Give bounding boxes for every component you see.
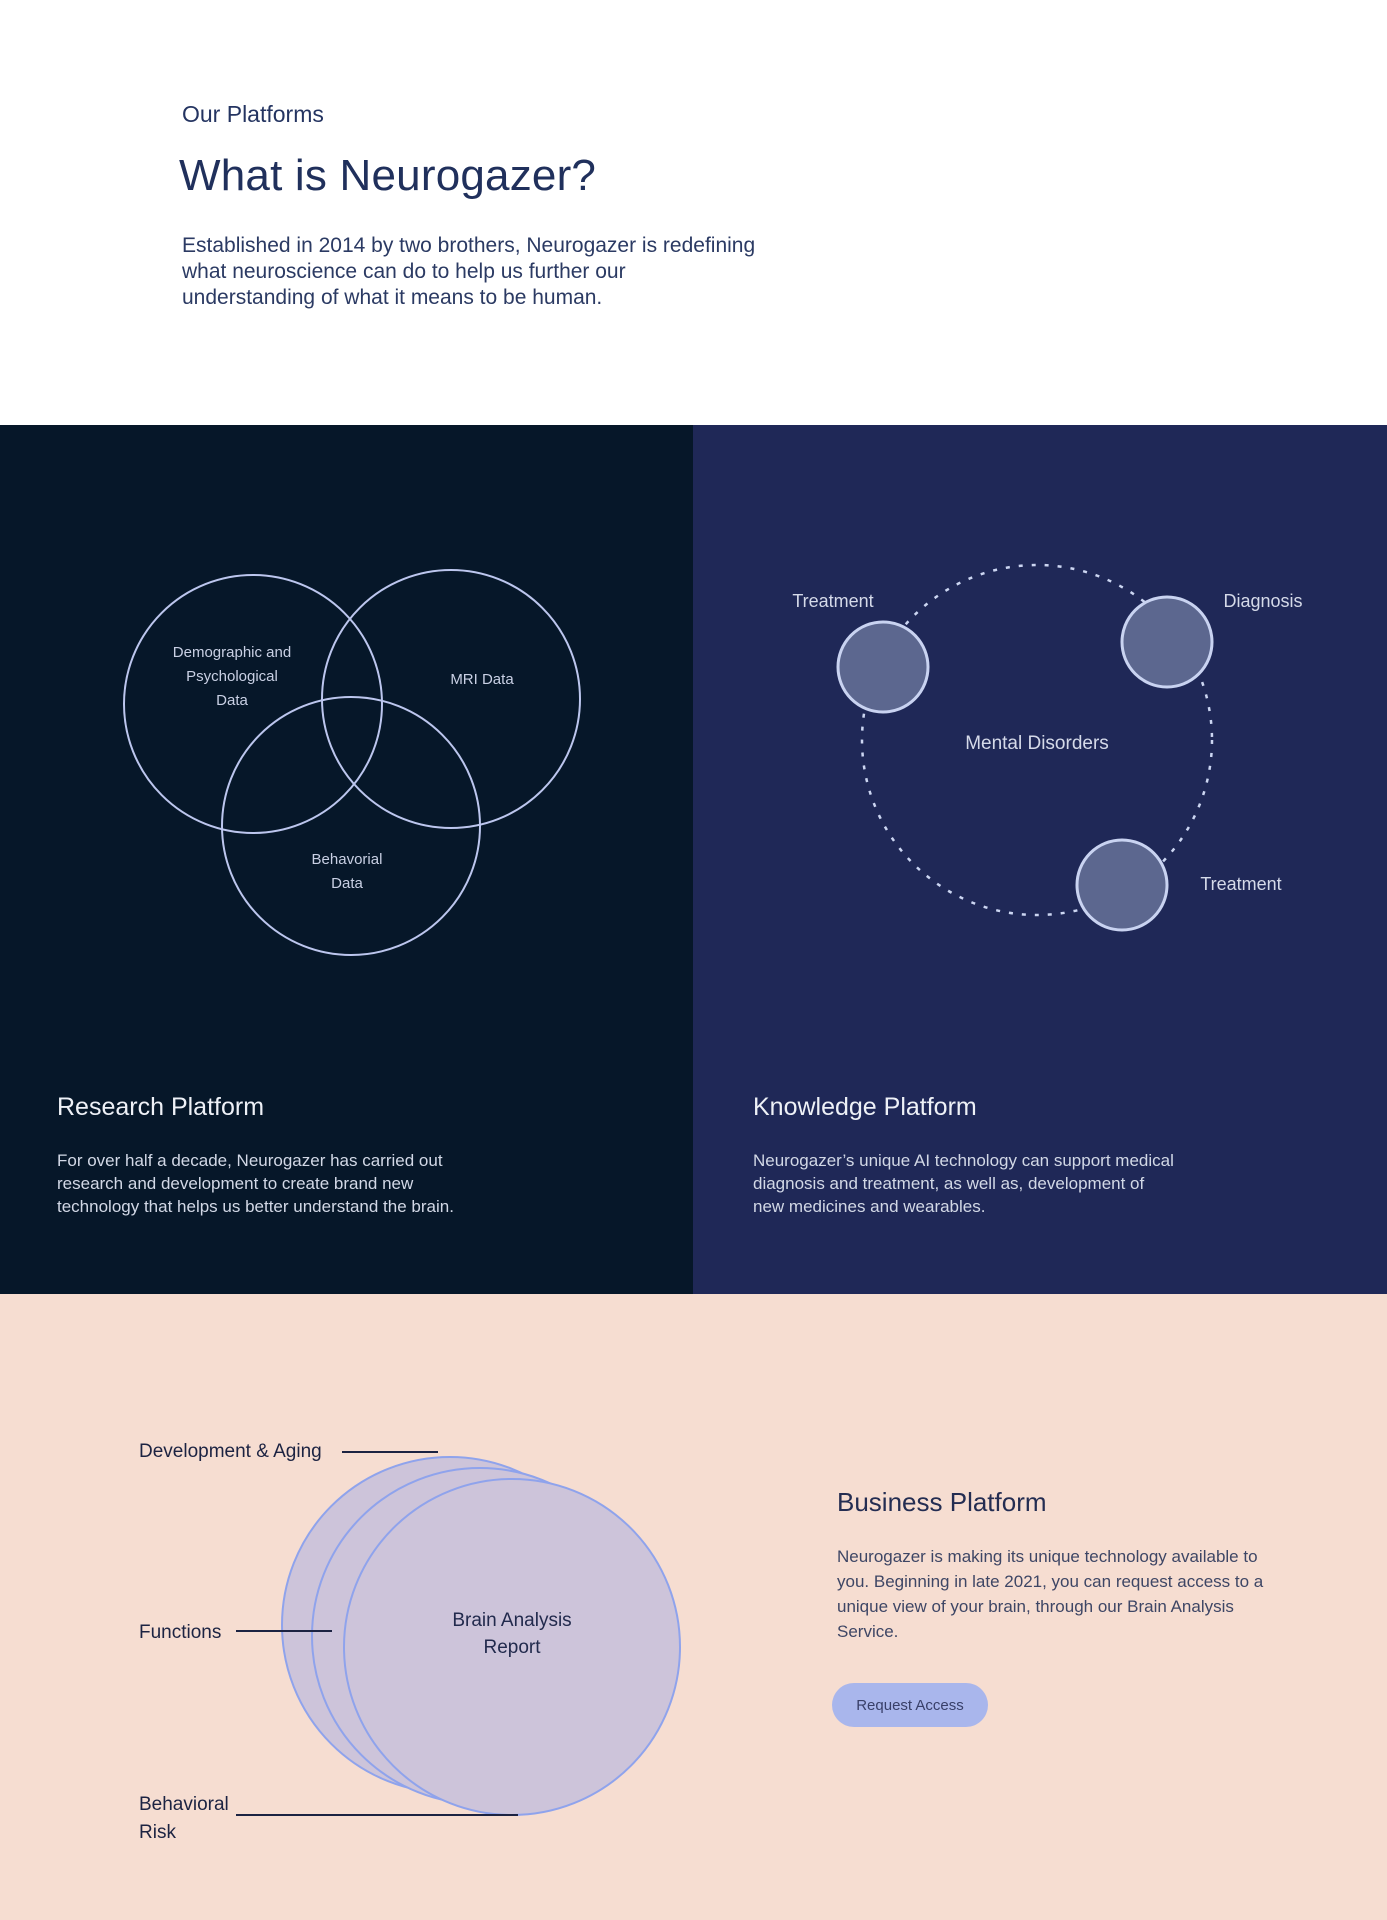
business-description-line: unique view of your brain, through our Brain Analysis [837, 1597, 1234, 1616]
label-behavioral-risk [139, 1793, 339, 1845]
connector-line-functions [236, 1630, 332, 1632]
business-description-line: Service. [837, 1622, 899, 1641]
knowledge-description-line: Neurogazer’s unique AI technology can support medical [753, 1151, 1174, 1170]
research-description-line: For over half a decade, Neurogazer has carried out [57, 1151, 443, 1170]
research-platform-panel [0, 425, 694, 1294]
venn-label-behavioral [267, 848, 427, 896]
venn-label-line: Demographic and [172, 644, 292, 661]
business-description-line: you. Beginning in late 2021, you can request access to a [837, 1572, 1264, 1591]
venn-circle-mri [322, 570, 580, 828]
research-description [57, 1149, 617, 1218]
venn-circle-behavioral [222, 697, 480, 955]
behavioral-risk-line: Behavioral [139, 1794, 229, 1815]
section-eyebrow: Our Platforms [182, 101, 324, 127]
label-development-aging: Development & Aging [139, 1441, 322, 1462]
label-functions: Functions [139, 1622, 222, 1643]
intro-description-line: what neuroscience can do to help us further our [182, 260, 626, 283]
venn-label-demographic [122, 641, 342, 713]
venn-label-mri: MRI Data [450, 671, 514, 688]
connector-line-behavioral-risk [236, 1814, 518, 1816]
knowledge-description-line: new medicines and wearables. [753, 1197, 986, 1216]
intro-section [0, 0, 1387, 425]
business-heading: Business Platform [837, 1487, 1047, 1517]
cycle-label-treatment-bottom: Treatment [1200, 874, 1282, 894]
brain-report-line: Brain Analysis [452, 1610, 572, 1631]
node-treatment-top [838, 622, 928, 712]
label-brain-analysis-report [412, 1607, 612, 1661]
cycle-label-mental-disorders: Mental Disorders [965, 733, 1109, 754]
venn-label-line: Data [216, 692, 248, 709]
intro-description-line: understanding of what it means to be human. [182, 286, 603, 309]
research-description-line: technology that helps us better understand the brain. [57, 1197, 454, 1216]
research-description-line: research and development to create brand new [57, 1174, 414, 1193]
venn-label-line: Behavorial [311, 851, 383, 868]
research-heading: Research Platform [57, 1093, 265, 1121]
connector-line-development [342, 1451, 438, 1453]
business-platform-section [0, 1294, 1387, 1920]
request-access-button[interactable]: Request Access [832, 1683, 988, 1727]
cycle-label-diagnosis: Diagnosis [1223, 591, 1303, 611]
cycle-label-treatment-top: Treatment [792, 591, 874, 611]
knowledge-heading: Knowledge Platform [753, 1093, 977, 1121]
intro-description [182, 233, 882, 311]
page-title: What is Neurogazer? [179, 151, 597, 200]
business-description-line: Neurogazer is making its unique technology available to [837, 1547, 1258, 1566]
brain-report-line: Report [483, 1637, 541, 1658]
venn-label-line: Data [331, 875, 363, 892]
knowledge-description-line: diagnosis and treatment, as well as, development of [753, 1174, 1145, 1193]
business-description [837, 1544, 1277, 1644]
intro-description-line: Established in 2014 by two brothers, Neurogazer is redefining [182, 234, 756, 257]
knowledge-platform-panel [693, 425, 1387, 1294]
behavioral-risk-line: Risk [139, 1822, 176, 1843]
venn-label-line: Psychological [186, 668, 278, 685]
knowledge-description [753, 1149, 1313, 1218]
